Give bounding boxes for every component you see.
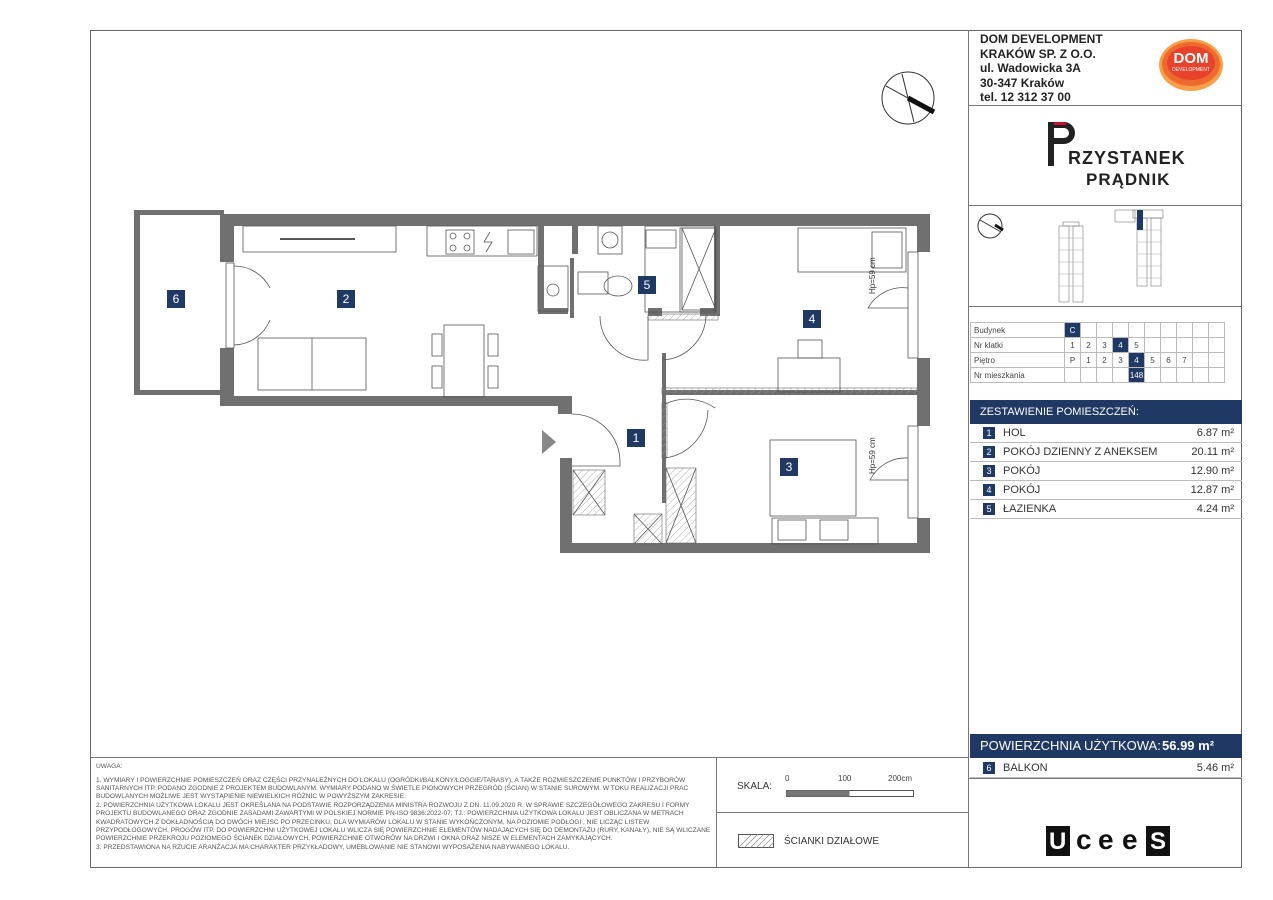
info-row: [971, 338, 1225, 353]
apartment-info-table: [970, 322, 1225, 383]
info-cell: [1161, 368, 1177, 383]
room-row: [970, 462, 1242, 481]
info-cell: [1065, 368, 1081, 383]
sidebar-divider: [968, 30, 969, 868]
notes-title: UWAGA:: [96, 763, 123, 770]
company-city: 30-347 Kraków: [980, 75, 1065, 90]
plan-room-3: 3: [780, 458, 798, 476]
plan-room-2: 2: [337, 290, 355, 308]
scale-tick-0: 0: [785, 774, 790, 783]
window-height-label-3: Hp=59 cm: [868, 437, 877, 474]
info-cell: 4: [1129, 353, 1145, 368]
info-cell: 2: [1097, 353, 1113, 368]
info-cell: 3: [1113, 353, 1129, 368]
room-name: POKÓJ DZIENNY Z ANEKSEM: [1003, 446, 1158, 458]
uces-letter-u: U: [1049, 828, 1067, 855]
plan-room-4: 4: [803, 310, 821, 328]
info-cell: [1161, 338, 1177, 353]
info-cell: [1161, 323, 1177, 338]
balcony-name: BALKON: [1003, 762, 1048, 774]
info-row-label: Nr klatki: [971, 338, 1065, 353]
company-street: ul. Wadowicka 3A: [980, 61, 1081, 75]
uces-letter-c: c: [1076, 824, 1092, 855]
scale-tick-100: 100: [838, 774, 852, 783]
sidebar-sep-2: [968, 205, 1242, 206]
total-area-bar: [970, 734, 1242, 758]
info-cell: 5: [1129, 338, 1145, 353]
info-row-label: Budynek: [971, 323, 1065, 338]
window-height-label-4: Hp=59 cm: [868, 257, 877, 294]
room-name: POKÓJ: [1003, 465, 1041, 477]
legend-sep: [716, 812, 968, 813]
room-number: 5: [983, 503, 995, 515]
room-number: 2: [983, 446, 995, 458]
info-cell: 2: [1081, 338, 1097, 353]
info-cell: [1129, 323, 1145, 338]
room-row: [970, 481, 1242, 500]
info-cell: [1209, 368, 1225, 383]
bottom-sep: [90, 757, 968, 758]
info-cell: [1081, 368, 1097, 383]
info-cell: [1193, 338, 1209, 353]
info-cell: [1193, 353, 1209, 368]
room-row: [970, 443, 1242, 462]
info-cell: [1097, 323, 1113, 338]
info-cell: C: [1065, 323, 1081, 338]
sidebar-sep-1: [968, 105, 1242, 106]
info-row: [971, 323, 1225, 338]
info-cell: [1209, 338, 1225, 353]
info-cell: 4: [1113, 338, 1129, 353]
info-cell: [1145, 338, 1161, 353]
info-row: [971, 353, 1225, 368]
scale-label: SKALA:: [737, 781, 773, 792]
balcony-area: 5.46 m²: [1196, 762, 1234, 774]
room-name: ŁAZIENKA: [1003, 503, 1057, 515]
dom-logo-subtext: DEVELOPMENT: [1172, 67, 1210, 73]
info-cell: 6: [1161, 353, 1177, 368]
info-cell: [1177, 338, 1193, 353]
notes-block: [96, 763, 716, 853]
company-info: [980, 32, 1103, 105]
info-cell: 1: [1065, 338, 1081, 353]
info-cell: [1193, 368, 1209, 383]
scale-tick-200: 200cm: [888, 774, 913, 783]
room-area: 20.11 m²: [1191, 446, 1234, 458]
info-cell: [1209, 353, 1225, 368]
project-name-line1: RZYSTANEK: [1068, 148, 1186, 168]
scale-bar: [786, 785, 914, 803]
info-cell: [1177, 368, 1193, 383]
uces-letter-e1: e: [1098, 824, 1114, 855]
info-cell: [1145, 368, 1161, 383]
partition-wall-legend-label: ŚCIANKI DZIAŁOWE: [784, 836, 880, 847]
plan-room-1: 1: [627, 429, 645, 447]
project-name-line2: PRĄDNIK: [1086, 170, 1171, 189]
info-cell: 7: [1177, 353, 1193, 368]
info-cell: [1209, 323, 1225, 338]
sidebar-sep-4: [968, 778, 1242, 779]
total-area-value: 56.99 m²: [1162, 738, 1215, 753]
plan-room-6: 6: [167, 290, 185, 308]
room-name: HOL: [1003, 427, 1026, 439]
note-2: 2. POWIERZCHNIA UŻYTKOWA LOKALU JEST OKREŚLANA NA PODSTAWIE ROZPORZĄDZENIA MINISTRA ROZWOJU Z DN. 11.09.2020 R. W SPRAWIE SZCZEGÓŁOWEGO ZAKRESU I FORMY PROJEKTU BUDOWLANEGO ORAZ ZGODNIE ZASADAMI ZAWARTYMI W POLSKIEJ NORMIE PN-ISO 9836:2022-07, TJ.: POWIERZCHNIA UŻYTKOWA LOKALU JEST OBLICZANA W METRACH KWADRATOWYCH Z DOKŁADNOŚCIĄ DO DWÓCH MIEJSC PO PRZECINKU, DLA WYMIARÓW LOKALU W STANIE WYKOŃCZONYM, NA POZIOMIE PODŁOGI , NIE LICZĄC LISTEW PRZYPODŁOGOWYCH, PROGÓW ITP. DO POWIERZCHNI UŻYTKOWEJ LOKALU WLICZA SIĘ POWIERZCHNIE ELEMENTÓW NADAJĄCYCH SIĘ DO DEMONTAŻU (RURY, KANAŁY), NIE SĄ WLICZANE POWIERZCHNIE PRZEKROJU POZIOMEGO ŚCIANEK DZIAŁOWYCH, POWIERZCHNIE OTWORÓW NA DRZWI I OKNA ORAZ NISZE W ELEMENTACH ZAMYKAJĄCYCH.: [96, 802, 711, 842]
info-cell: 5: [1145, 353, 1161, 368]
room-area: 6.87 m²: [1196, 427, 1234, 439]
rooms-summary-title: ZESTAWIENIE POMIESZCZEŃ:: [970, 400, 1242, 424]
info-cell: [1081, 323, 1097, 338]
room-area: 4.24 m²: [1196, 503, 1234, 515]
dom-logo: [1158, 36, 1224, 92]
room-number: 4: [983, 484, 995, 496]
note-1: 1. WYMIARY I POWIERZCHNIE POMIESZCZEŃ ORAZ CZĘŚCI PRZYNALEŻNYCH DO LOKALU (OGRÓDKI/BALKONY/LOGGIE/TARASY), A TAKŻE ROZMIESZCZENIE PUNKTÓW I PRZYBORÓW SANITARNYCH ITP. PODANO ZGODNIE Z PROJEKTEM BUDOWLANYM. WYMIARY PODANO W ŚWIETLE PIONOWYCH PRZEGRÓD (ŚCIAN) W STANIE SUROWYM. W TOKU REALIZACJI PRAC BUDOWLANYCH MOŻLIWE JEST WYSTĄPIENIE NIEWIELKICH RÓŻNIC W POWYŻSZYM ZAKRESIE.: [96, 777, 689, 801]
room-area: 12.90 m²: [1190, 465, 1234, 477]
company-name-2: KRAKÓW SP. Z O.O.: [980, 46, 1096, 61]
north-compass-icon: [880, 70, 936, 131]
info-cell: [1113, 323, 1129, 338]
company-phone: tel. 12 312 37 00: [980, 90, 1071, 104]
dom-logo-text: DOM: [1173, 50, 1209, 67]
info-row: [971, 368, 1225, 383]
room-number: 1: [983, 427, 995, 439]
room-number: 3: [983, 465, 995, 477]
plan-room-5: 5: [638, 276, 656, 294]
info-cell: [1113, 368, 1129, 383]
company-name: DOM DEVELOPMENT: [980, 32, 1103, 46]
note-3: 3. PRZEDSTAWIONA NA RZUCIE ARANŻACJA MA CHARAKTER PRZYKŁADOWY, UMEBLOWANIE NIE STANOWI WYPOSAŻENIA NABYWANEGO LOKALU.: [96, 843, 570, 851]
info-cell: [1177, 323, 1193, 338]
balcony-number: 6: [983, 762, 995, 774]
info-cell: P: [1065, 353, 1081, 368]
info-row-label: Nr mieszkania: [971, 368, 1065, 383]
info-cell: [1193, 323, 1209, 338]
info-cell: [1145, 323, 1161, 338]
uces-logo: [1046, 826, 1170, 861]
room-row: [970, 424, 1242, 443]
info-cell: 1: [1081, 353, 1097, 368]
balcony-row: [970, 759, 1242, 778]
building-key-plan: [975, 208, 1240, 309]
room-area: 12.87 m²: [1190, 484, 1234, 496]
info-row-label: Piętro: [971, 353, 1065, 368]
uces-letter-s: S: [1150, 828, 1167, 855]
total-area-label: POWIERZCHNIA UŻYTKOWA:: [980, 738, 1161, 753]
uces-letter-e2: e: [1122, 824, 1138, 855]
floor-plan: [130, 208, 935, 563]
room-name: POKÓJ: [1003, 484, 1041, 496]
info-cell: 148: [1129, 368, 1145, 383]
partition-wall-legend-swatch: [738, 834, 774, 853]
room-row: [970, 500, 1242, 519]
info-cell: 3: [1097, 338, 1113, 353]
info-cell: [1097, 368, 1113, 383]
